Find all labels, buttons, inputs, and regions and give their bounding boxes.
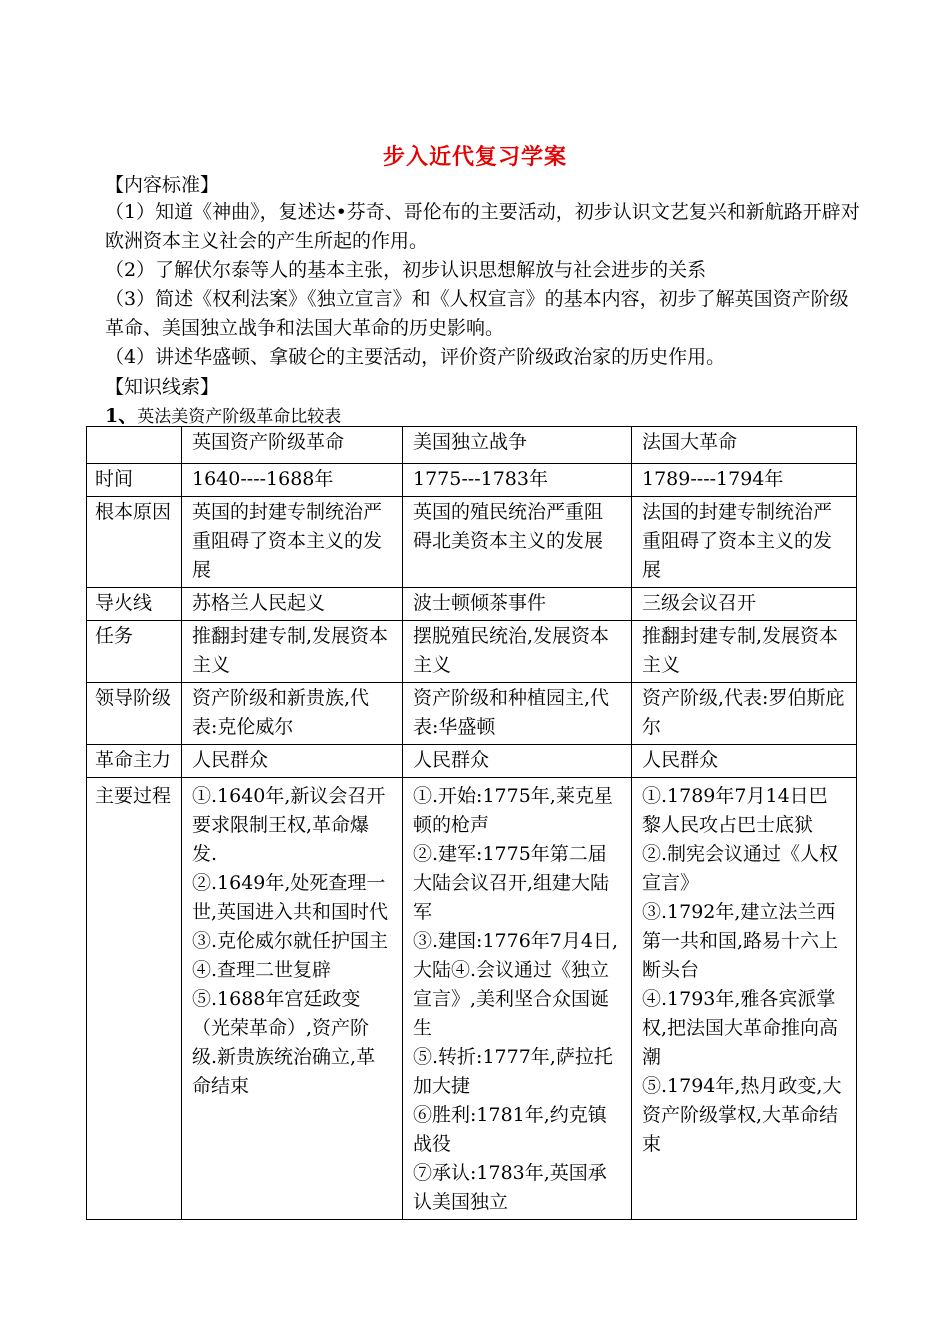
process-america-step-6: ⑦承认:1783年,英国承认美国独立 <box>413 1162 607 1213</box>
table-header-row <box>87 427 857 464</box>
process-america-step-5: ⑥胜利:1781年,约克镇战役 <box>413 1104 607 1155</box>
process-england <box>182 778 403 1220</box>
time-america: 1775---1783年 <box>403 464 632 497</box>
process-america <box>403 778 632 1220</box>
process-america-step-1: ①.开始:1775年,莱克星顿的枪声 <box>413 785 613 836</box>
process-france-step-3: ③.1792年,建立法兰西第一共和国,路易十六上断头台 <box>642 901 839 981</box>
time-england: 1640----1688年 <box>182 464 403 497</box>
header-america: 美国独立战争 <box>403 427 632 464</box>
content-standard-item-2: （2）了解伏尔泰等人的基本主张，初步认识思想解放与社会进步的关系 <box>105 259 707 281</box>
time-france: 1789----1794年 <box>632 464 857 497</box>
page-title: 步入近代复习学案 <box>382 144 567 170</box>
knowledge-heading: 【知识线索】 <box>105 376 220 398</box>
table-caption <box>105 401 341 428</box>
header-france: 法国大革命 <box>632 427 857 464</box>
process-france <box>632 778 857 1220</box>
leader-england: 资产阶级和新贵族,代表:克伦威尔 <box>182 683 403 745</box>
cause-america: 英国的殖民统治严重阻碍北美资本主义的发展 <box>403 497 632 588</box>
process-england-step-3: ③.克伦威尔就任护国主 <box>192 930 389 952</box>
header-corner-cell <box>87 427 182 464</box>
header-england: 英国资产阶级革命 <box>182 427 403 464</box>
process-america-step-4: ⑤.转折:1777年,萨拉托加大捷 <box>413 1046 613 1097</box>
fuse-england: 苏格兰人民起义 <box>182 588 403 621</box>
force-france: 人民群众 <box>632 745 857 778</box>
row-label-fuse: 导火线 <box>87 588 182 621</box>
row-label-cause: 根本原因 <box>87 497 182 588</box>
content-standard-heading: 【内容标准】 <box>105 174 220 196</box>
row-leader <box>87 683 857 745</box>
cause-england: 英国的封建专制统治严重阻碍了资本主义的发展 <box>182 497 403 588</box>
process-england-step-1: ①.1640年,新议会召开要求限制王权,革命爆发. <box>192 785 386 865</box>
table-caption-number: 1、 <box>105 405 138 427</box>
process-england-step-2: ②.1649年,处死查理一世,英国进入共和国时代 <box>192 872 389 923</box>
process-france-step-5: ⑤.1794年,热月政变,大资产阶级掌权,大革命结束 <box>642 1075 842 1155</box>
process-america-step-3: ③.建国:1776年7月4日,大陆④.会议通过《独立宣言》,美利坚合众国诞生 <box>413 930 619 1039</box>
force-england: 人民群众 <box>182 745 403 778</box>
process-france-step-4: ④.1793年,雅各宾派掌权,把法国大革命推向高潮 <box>642 988 839 1068</box>
table-caption-text: 英法美资产阶级革命比较表 <box>137 407 342 427</box>
row-label-force: 革命主力 <box>87 745 182 778</box>
leader-america: 资产阶级和种植园主,代表:华盛顿 <box>403 683 632 745</box>
process-france-step-1: ①.1789年7月14日巴黎人民攻占巴士底狱 <box>642 785 828 836</box>
cause-france: 法国的封建专制统治严重阻碍了资本主义的发展 <box>632 497 857 588</box>
row-label-leader: 领导阶级 <box>87 683 182 745</box>
row-force <box>87 745 857 778</box>
row-label-process: 主要过程 <box>87 778 182 1220</box>
process-england-step-4: ④.查理二世复辟 <box>192 959 332 981</box>
row-label-time: 时间 <box>87 464 182 497</box>
content-standard-item-1: （1）知道《神曲》，复述达•芬奇、哥伦布的主要活动，初步认识文艺复兴和新航路开辟对欧洲资本主义社会的产生所起的作用。 <box>105 201 860 252</box>
fuse-america: 波士顿倾茶事件 <box>403 588 632 621</box>
task-america: 摆脱殖民统治,发展资本主义 <box>403 621 632 683</box>
row-cause <box>87 497 857 588</box>
force-america: 人民群众 <box>403 745 632 778</box>
comparison-table <box>86 426 857 1220</box>
row-task <box>87 621 857 683</box>
process-england-step-5: ⑤.1688年宫廷政变（光荣革命）,资产阶级.新贵族统治确立,革命结束 <box>192 988 376 1097</box>
leader-france: 资产阶级,代表:罗伯斯庇尔 <box>632 683 857 745</box>
process-france-step-2: ②.制宪会议通过《人权宣言》 <box>642 843 839 894</box>
row-process <box>87 778 857 1220</box>
row-fuse <box>87 588 857 621</box>
task-england: 推翻封建专制,发展资本主义 <box>182 621 403 683</box>
row-time <box>87 464 857 497</box>
row-label-task: 任务 <box>87 621 182 683</box>
content-standard-item-3: （3）简述《权利法案》《独立宣言》和《人权宣言》的基本内容，初步了解英国资产阶级革命、美国独立战争和法国大革命的历史影响。 <box>105 288 849 339</box>
process-america-step-2: ②.建军:1775年第二届大陆会议召开,组建大陆军 <box>413 843 610 923</box>
task-france: 推翻封建专制,发展资本主义 <box>632 621 857 683</box>
fuse-france: 三级会议召开 <box>632 588 857 621</box>
content-standard-item-4: （4）讲述华盛顿、拿破仑的主要活动，评价资产阶级政治家的历史作用。 <box>105 346 726 368</box>
